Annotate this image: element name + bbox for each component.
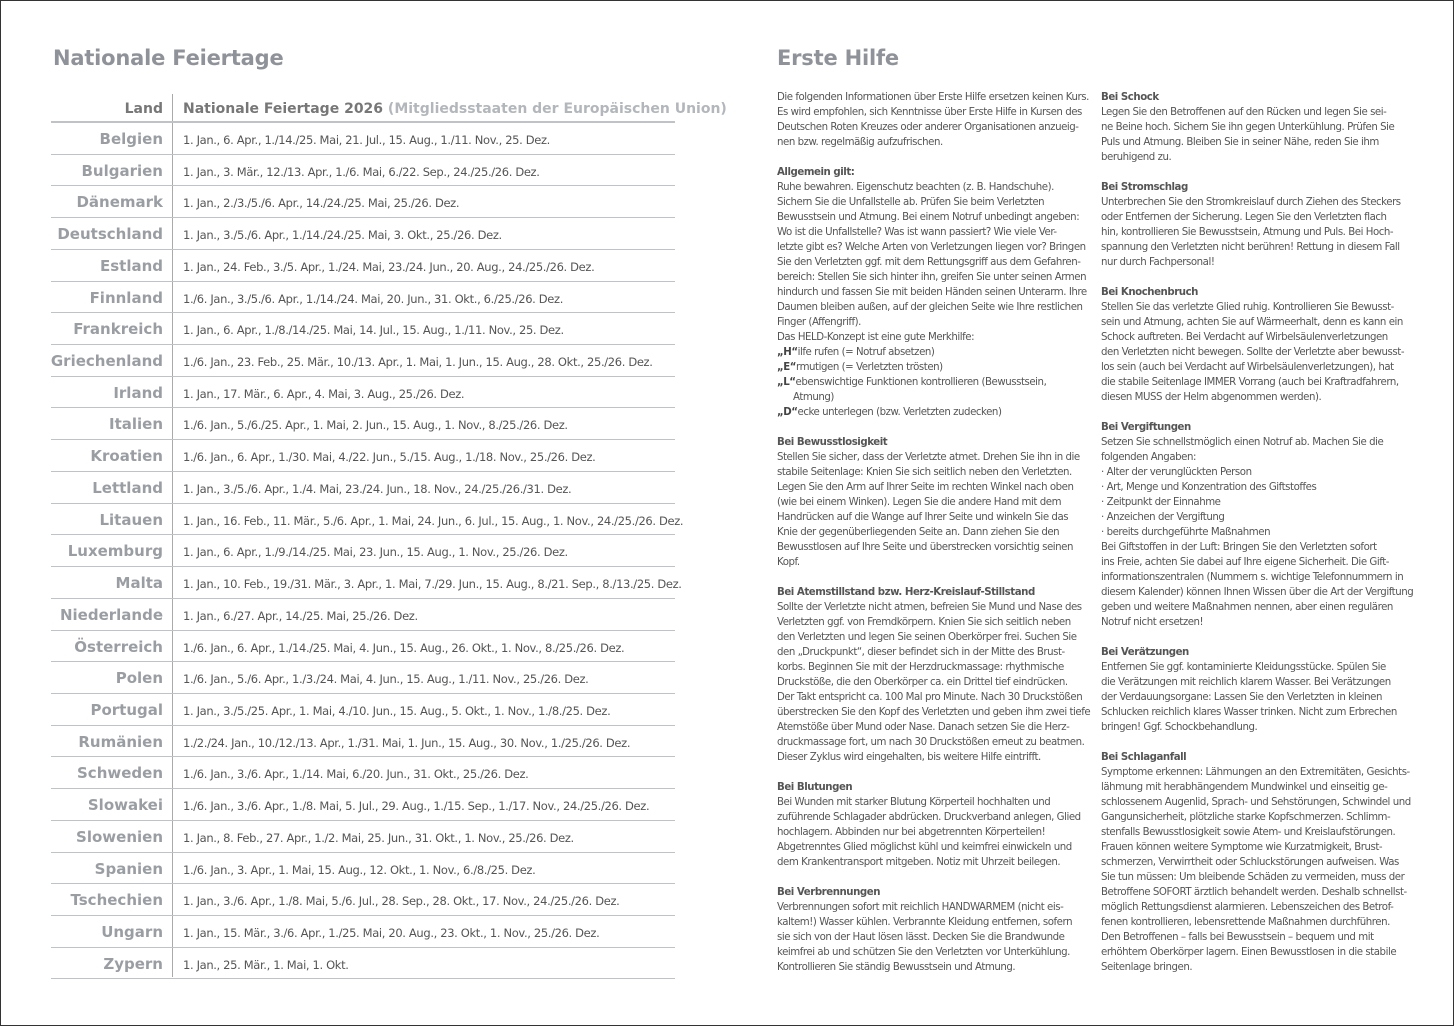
section-line: Kopf. [777,557,800,568]
section-line: diesem Kalender) können Ihnen Wissen über die Art der Vergiftung [1101,587,1414,598]
held-item [777,360,1087,375]
table-header [51,94,727,123]
held-letter: „E“ [777,362,797,373]
table-row [51,345,675,377]
holiday-dates: 1. Jan., 25. Mär., 1. Mai, 1. Okt. [183,957,349,972]
section-line: Deutschen Roten Kreuzes oder anderer Organisationen anzueig- [777,122,1079,133]
country-name: Österreich [74,637,163,656]
section-line: Bewusstsein und Atmung. Bei einem Notruf unbedingt angeben: [777,212,1080,223]
section-line: stenfalls Bewusstlosigkeit sowie Atem- und Kreislaufstörungen. [1101,827,1396,838]
section-line: druckmassage fort, um nach 30 Druckstößen erneut zu beatmen. [777,737,1085,748]
section-line: bereich: Stellen Sie sich hinter ihn, greifen Sie unter seinen Armen [777,272,1087,283]
country-name: Bulgarien [81,161,163,180]
country-name: Niederlande [59,605,163,624]
section-line: sie sich von der Haut lösen lässt. Decken Sie die Brandwunde [777,932,1065,943]
first-aid-section [777,435,1087,570]
holiday-dates: 1. Jan., 2./3./5./6. Apr., 14./24./25. Mai, 25./26. Dez. [183,196,460,211]
section-line: Das HELD-Konzept ist eine gute Merkhilfe: [777,332,975,343]
table-row [51,631,675,663]
country-name: Ungarn [101,922,163,941]
holiday-dates: 1./6. Jan., 5./6./25. Apr., 1. Mai, 2. Jun., 15. Aug., 1. Nov., 8./25./26. Dez. [183,418,568,433]
section-line: stabile Seitenlage: Knien Sie sich seitlich neben den Verletzten. [777,467,1072,478]
section-line: sein und Atmung, achten Sie auf Wärmeerhalt, denn es kann ein [1101,317,1403,328]
holiday-dates: 1./6. Jan., 3./6. Apr., 1./8. Mai, 5. Jul., 29. Aug., 1./15. Sep., 1./17. Nov., 24./25./26. Dez. [183,799,650,814]
table-row [51,567,682,599]
table-row [51,694,675,726]
section-line: hindurch und fassen Sie mit beiden Händen seinen Unterarm. Ihre [777,287,1087,298]
section-line: los sein (auch bei Verdacht auf Wirbelsäulenverletzungen), hat [1101,362,1394,373]
holiday-dates: 1. Jan., 8. Feb., 27. Apr., 1./2. Mai, 25. Jun., 31. Okt., 1. Nov., 25./26. Dez. [183,830,574,845]
country-name: Schweden [77,764,163,783]
section-line: Abgetrenntes Glied möglichst kühl und keimfrei einwickeln und [777,842,1072,853]
section-line: ins Freie, achten Sie dabei auf Ihre eigene Sicherheit. Die Gift- [1101,557,1389,568]
section-heading: Allgemein gilt: [777,167,855,178]
section-line: Bei Wunden mit starker Blutung Körperteil hochhalten und [777,797,1051,808]
section-line: Gangunsicherheit, plötzliche starke Kopfschmerzen. Schlimm- [1101,812,1391,823]
header-holidays-sub: (Mitgliedsstaaten der Europäischen Union) [387,101,727,117]
section-line: Verbrennungen sofort mit reichlich HANDWARMEM (nicht eis- [777,902,1064,913]
holiday-dates: 1. Jan., 10. Feb., 19./31. Mär., 3. Apr., 1. Mai, 7./29. Jun., 15. Aug., 8./21. Sep., 8./13./25. Dez. [183,577,682,592]
country-name: Italien [108,415,163,434]
section-line: · Anzeichen der Vergiftung [1101,512,1225,523]
section-line: Bewusstlosen auf Ihre Seite und überstrecken vorsichtig seinen [777,542,1074,553]
section-line: Sichern Sie die Unfallstelle ab. Prüfen Sie beim Verletzten [777,197,1045,208]
holiday-dates: 1. Jan., 3./5./6. Apr., 1./14./24./25. Mai, 3. Okt., 25./26. Dez. [183,228,502,243]
section-line: schmerzen, Verwirrtheit oder Schluckstörungen aufweisen. Was [1101,857,1399,868]
header-holidays-main: Nationale Feiertage 2026 [183,101,384,117]
section-line: Ruhe bewahren. Eigenschutz beachten (z. B. Handschuhe). [777,182,1054,193]
table-row [51,250,675,282]
section-line: beruhigend zu. [1101,152,1172,163]
country-name: Litauen [99,510,163,529]
country-name: Portugal [90,700,163,719]
country-name: Polen [115,669,163,688]
section-line: überstrecken Sie den Kopf des Verletzten und geben ihm zwei tiefe [777,707,1091,718]
first-aid-section [1101,285,1411,405]
section-line: letzte gibt es? Welche Arten von Verletzungen liegen vor? Bringen [777,242,1086,253]
section-line: Betroffene SOFORT ärztlich behandelt werden. Deshalb schnellst- [1101,887,1407,898]
section-line: den Verletzten und legen Sie seinen Oberkörper frei. Suchen Sie [777,632,1077,643]
table-row [51,916,675,948]
section-line: den Verletzten nicht bewegen. Sollte der Verletzte aber bewusst- [1101,347,1405,358]
holiday-dates: 1./6. Jan., 3./5./6. Apr., 1./14./24. Mai, 20. Jun., 31. Okt., 6./25./26. Dez. [183,291,564,306]
held-letter: „H“ [777,347,798,358]
section-line: Schlucken reichlich klares Wasser trinken. Nicht zum Erbrechen [1101,707,1397,718]
country-name: Spanien [94,859,163,878]
table-row [51,789,675,821]
section-line: schlossenem Augenlid, Sprach- und Sehstörungen, Schwindel und [1101,797,1411,808]
section-line: Atemstöße über Mund oder Nase. Danach setzen Sie die Herz- [777,722,1070,733]
table-row [51,186,675,218]
first-aid-section [1101,90,1411,165]
holiday-dates: 1. Jan., 15. Mär., 3./6. Apr., 1./25. Mai, 20. Aug., 23. Okt., 1. Nov., 25./26. Dez. [183,925,600,940]
table-row [51,884,675,916]
section-line: Dieser Zyklus wird eingehalten, bis weitere Hilfe eintrifft. [777,752,1041,763]
section-line: Symptome erkennen: Lähmungen an den Extremitäten, Gesichts- [1101,767,1410,778]
first-aid-section [777,90,1087,150]
section-line: folgenden Angaben: [1101,452,1196,463]
first-aid-section [1101,645,1411,735]
table-row [51,123,675,155]
section-heading: Bei Knochenbruch [1101,287,1198,298]
section-line: (wie bei einem Winken). Legen Sie die andere Hand mit dem [777,497,1062,508]
country-name: Slowakei [87,796,163,815]
country-name: Zypern [103,954,163,973]
held-item [777,390,1087,405]
section-heading: Bei Stromschlag [1101,182,1188,193]
country-name: Deutschland [57,225,163,244]
country-name: Kroatien [90,447,163,466]
section-line: Der Takt entspricht ca. 100 Mal pro Minute. Nach 30 Druckstößen [777,692,1083,703]
header-holidays [183,101,727,117]
section-heading: Bei Atemstillstand bzw. Herz-Kreislauf-Stillstand [777,587,1035,598]
section-line: Den Betroffenen – falls bei Bewusstsein – bequem und mit [1101,932,1374,943]
section-heading: Bei Blutungen [777,782,853,793]
table-row [51,853,675,885]
section-line: Puls und Atmung. Bleiben Sie in seiner Nähe, reden Sie ihm [1101,137,1379,148]
section-line: Legen Sie den Betroffenen auf den Rücken und legen Sie sei- [1101,107,1387,118]
country-name: Slowenien [76,827,163,846]
table-row [51,408,675,440]
first-aid-title: Erste Hilfe [777,46,899,70]
section-line: hin, kontrollieren Sie Bewusstsein, Atmung und Puls. Bei Hoch- [1101,227,1394,238]
section-heading: Bei Verbrennungen [777,887,881,898]
table-row [51,313,675,345]
section-line: geben und weitere Maßnahmen nennen, aber einen regulären [1101,602,1393,613]
first-aid-section [777,585,1091,765]
section-line: Sie den Verletzten ggf. mit dem Rettungsgriff aus dem Gefahren- [777,257,1081,268]
section-line: · Alter der verunglückten Person [1101,467,1252,478]
section-line: Notruf nicht ersetzen! [1101,617,1204,628]
holiday-dates: 1. Jan., 6./27. Apr., 14./25. Mai, 25./26. Dez. [183,608,418,623]
first-aid-column-1 [777,90,1091,990]
section-line: Finger (Affengriff). [777,317,861,328]
section-line: erhöhtem Oberkörper lagern. Einen Bewusstlosen in die stabile [1101,947,1397,958]
table-row [51,599,675,631]
held-letter: „D“ [777,407,798,418]
holidays-table [50,94,727,979]
section-line: oder Entfernen der Sicherung. Legen Sie den Verletzten flach [1101,212,1387,223]
holiday-dates: 1. Jan., 24. Feb., 3./5. Apr., 1./24. Mai, 23./24. Jun., 20. Aug., 24./25./26. Dez. [183,259,595,274]
section-line: Stellen Sie das verletzte Glied ruhig. Kontrollieren Sie Bewusst- [1101,302,1394,313]
section-line: informationszentralen (Nummern s. wichtige Telefonnummern in [1101,572,1404,583]
first-aid-section [777,165,1087,420]
country-name: Belgien [99,130,163,148]
first-aid-section [1101,750,1411,975]
table-row [51,155,675,187]
country-name: Rumänien [78,732,163,751]
table-body [50,123,684,979]
holiday-dates: 1. Jan., 6. Apr., 1./8./14./25. Mai, 14. Jul., 15. Aug., 1./11. Nov., 25. Dez. [183,323,564,338]
section-line: lähmung mit herabhängendem Mundwinkel und einseitig ge- [1101,782,1388,793]
section-line: fenen kontrollieren, lebensrettende Maßnahmen durchführen. [1101,917,1390,928]
section-line: · Zeitpunkt der Einnahme [1101,497,1221,508]
section-line: hochlagern. Abbinden nur bei abgetrennten Körperteilen! [777,827,1046,838]
table-row [51,440,675,472]
holiday-dates: 1. Jan., 3./5./6. Apr., 1./4. Mai, 23./24. Jun., 18. Nov., 24./25./26./31. Dez. [183,481,572,496]
holiday-dates: 1./6. Jan., 6. Apr., 1./14./25. Mai, 4. Jun., 15. Aug., 26. Okt., 1. Nov., 8./25./26. Dez. [183,640,625,655]
holiday-dates: 1./6. Jan., 3./6. Apr., 1./14. Mai, 6./20. Jun., 31. Okt., 25./26. Dez. [183,767,529,782]
holiday-dates: 1. Jan., 6. Apr., 1./9./14./25. Mai, 23. Jun., 15. Aug., 1. Nov., 25./26. Dez. [183,545,568,560]
section-line: Legen Sie den Arm auf Ihrer Seite im rechten Winkel nach oben [777,482,1074,493]
section-line: Schock auftreten. Bei Verdacht auf Wirbelsäulenverletzungen [1101,332,1388,343]
first-aid-section [777,780,1087,870]
table-row [51,662,675,694]
section-line: Druckstöße, die den Oberkörper ca. ein Drittel tief eindrücken. [777,677,1068,688]
held-item [777,405,1087,420]
header-country: Land [124,101,163,117]
section-line: spannung den Verletzten nicht berühren! Rettung in diesem Fall [1101,242,1400,253]
section-line: Setzen Sie schnellstmöglich einen Notruf ab. Machen Sie die [1101,437,1384,448]
section-line: Unterbrechen Sie den Stromkreislauf durch Ziehen des Steckers [1101,197,1401,208]
section-line: dem Krankentransport mitgeben. Notiz mit Uhrzeit beilegen. [777,857,1061,868]
section-line: die stabile Seitenlage IMMER Vorrang (auch bei Kraftradfahrern, [1101,377,1399,388]
table-row [51,218,675,250]
country-name: Lettland [92,478,163,497]
held-letter: „L“ [777,377,796,388]
section-line: Die folgenden Informationen über Erste Hilfe ersetzen keinen Kurs. [777,92,1089,103]
table-row [51,504,684,536]
section-line: ne Beine hoch. Sichern Sie ihn gegen Unterkühlung. Prüfen Sie [1101,122,1395,133]
held-text: Atmung) [793,392,834,403]
section-line: Daumen bleiben außen, auf der gleichen Seite wie Ihre restlichen [777,302,1083,313]
held-item [777,375,1087,390]
section-line: Entfernen Sie ggf. kontaminierte Kleidungsstücke. Spülen Sie [1101,662,1386,673]
holiday-dates: 1./2./24. Jan., 10./12./13. Apr., 1./31. Mai, 1. Jun., 15. Aug., 30. Nov., 1./25./26. Dez. [183,735,631,750]
country-name: Tschechien [70,891,163,910]
table-row [51,472,675,504]
first-aid-section [777,885,1087,975]
section-line: nen bzw. regelmäßig aufzufrischen. [777,137,943,148]
table-row [51,821,675,853]
country-name: Estland [99,256,163,275]
holiday-dates: 1. Jan., 3. Mär., 12./13. Apr., 1./6. Mai, 6./22. Sep., 24./25./26. Dez. [183,164,540,179]
holiday-dates: 1. Jan., 17. Mär., 6. Apr., 4. Mai, 3. Aug., 25./26. Dez. [183,386,465,401]
section-line: · Art, Menge und Konzentration des Giftstoffes [1101,482,1317,493]
section-heading: Bei Schock [1101,92,1159,103]
section-line: · bereits durchgeführte Maßnahmen [1101,527,1271,538]
country-name: Irland [113,383,163,402]
section-line: Sie tun müssen: Um bleibende Schäden zu vermeiden, muss der [1101,872,1405,883]
table-row [51,726,675,758]
section-heading: Bei Verätzungen [1101,647,1189,658]
section-line: Stellen Sie sicher, dass der Verletzte atmet. Drehen Sie ihn in die [777,452,1080,463]
section-line: keimfrei ab und schützen Sie den Verletzten vor Unterkühlung. [777,947,1070,958]
held-text: ilfe rufen (= Notruf absetzen) [797,347,935,358]
first-aid-section [1101,420,1414,630]
country-name: Dänemark [76,193,163,212]
holiday-dates: 1./6. Jan., 6. Apr., 1./30. Mai, 4./22. Jun., 5./15. Aug., 1./18. Nov., 25./26. Dez. [183,450,596,465]
holiday-dates: 1. Jan., 6. Apr., 1./14./25. Mai, 21. Jul., 15. Aug., 1./11. Nov., 25. Dez. [183,133,550,147]
holiday-dates: 1./6. Jan., 5./6. Apr., 1./3./24. Mai, 4. Jun., 15. Aug., 1./11. Nov., 25./26. Dez. [183,672,589,687]
section-line: Handrücken auf die Wange auf Ihrer Seite und winkeln Sie das [777,512,1069,523]
held-item [777,345,1087,360]
country-name: Griechenland [50,352,163,371]
section-line: Seitenlage bringen. [1101,962,1193,973]
section-heading: Bei Schlaganfall [1101,752,1187,763]
section-line: Wo ist die Unfallstelle? Was ist wann passiert? Wie viele Ver- [777,227,1057,238]
section-line: Kontrollieren Sie ständig Bewusstsein und Atmung. [777,962,1016,973]
section-heading: Bei Vergiftungen [1101,422,1191,433]
section-line: nur durch Fachpersonal! [1101,257,1215,268]
held-text: ecke unterlegen (bzw. Verletzten zudecken) [797,407,1002,418]
section-line: Knie der gegenüberliegenden Seite an. Dann ziehen Sie den [777,527,1060,538]
section-line: diesen MUSS der Helm abgenommen werden). [1101,392,1322,403]
table-row [51,757,675,789]
section-line: Es wird empfohlen, sich Kenntnisse über Erste Hilfe in Kursen des [777,107,1082,118]
section-line: zuführende Schlagader abdrücken. Druckverband anlegen, Glied [777,812,1081,823]
section-line: korbs. Beginnen Sie mit der Herzdruckmassage: rhythmische [777,662,1064,673]
section-line: Bei Giftstoffen in der Luft: Bringen Sie den Verletzten sofort [1101,542,1377,553]
held-text: ebenswichtige Funktionen kontrollieren (Bewusstsein, [795,377,1047,388]
section-line: die Verätzungen mit reichlich klarem Wasser. Bei Verätzungen [1101,677,1391,688]
section-heading: Bei Bewusstlosigkeit [777,437,888,448]
country-name: Luxemburg [67,542,163,561]
first-aid-column-2 [1101,90,1414,990]
section-line: Verletzten ggf. von Fremdkörpern. Knien Sie sich seitlich neben [777,617,1071,628]
table-row [51,377,675,409]
section-line: Frauen können weitere Symptome wie Kurzatmigkeit, Brust- [1101,842,1383,853]
holidays-title: Nationale Feiertage [53,46,284,70]
holiday-dates: 1. Jan., 16. Feb., 11. Mär., 5./6. Apr., 1. Mai, 24. Jun., 6. Jul., 15. Aug., 1. Nov., 24./25./26. Dez. [183,513,684,528]
country-name: Frankreich [73,320,163,339]
country-name: Finnland [89,288,163,307]
holiday-dates: 1./6. Jan., 3. Apr., 1. Mai, 15. Aug., 12. Okt., 1. Nov., 6./8./25. Dez. [183,862,536,877]
section-line: möglich Rettungsdienst alarmieren. Lebenszeichen des Betrof- [1101,902,1394,913]
section-line: der Verdauungsorgane: Lassen Sie den Verletzten in kleinen [1101,692,1383,703]
table-row [51,282,675,314]
table-row [51,535,675,567]
section-line: kaltem!) Wasser kühlen. Verbrannte Kleidung entfernen, sofern [777,917,1073,928]
section-line: bringen! Ggf. Schockbehandlung. [1101,722,1258,733]
table-row [51,948,675,980]
section-line: Sollte der Verletzte nicht atmen, befreien Sie Mund und Nase des [777,602,1082,613]
country-name: Malta [115,574,163,593]
holiday-dates: 1./6. Jan., 23. Feb., 25. Mär., 10./13. Apr., 1. Mai, 1. Jun., 15. Aug., 28. Okt., 25./26. Dez. [183,355,653,370]
section-line: den „Druckpunkt“, dieser befindet sich in der Mitte des Brust- [777,647,1065,658]
first-aid-section [1101,180,1411,270]
holiday-dates: 1. Jan., 3./5./25. Apr., 1. Mai, 4./10. Jun., 15. Aug., 5. Okt., 1. Nov., 1./8./25. Dez. [183,703,611,718]
held-text: rmutigen (= Verletzten trösten) [796,362,943,373]
holiday-dates: 1. Jan., 3./6. Apr., 1./8. Mai, 5./6. Jul., 28. Sep., 28. Okt., 17. Nov., 24./25./26. Dez. [183,894,620,909]
